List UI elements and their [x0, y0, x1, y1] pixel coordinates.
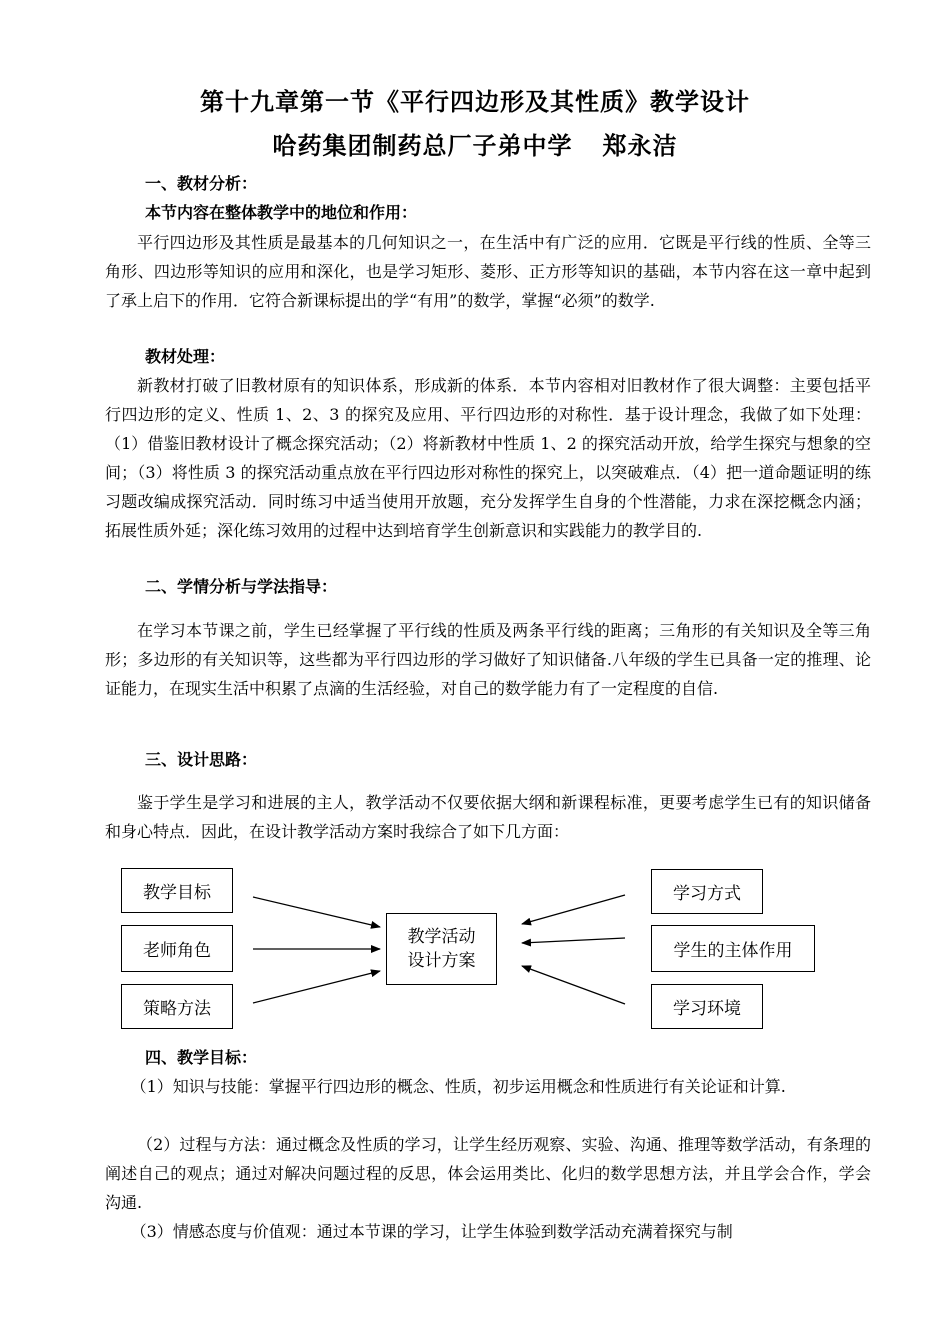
section1-heading: 一、教材分析： [145, 174, 258, 193]
author-name: 郑永洁 [602, 132, 678, 160]
arrow-right-mid [522, 938, 625, 943]
section4-goal2: （2）过程与方法：通过概念及性质的学习，让学生经历观察、实验、沟通、推理等数学活动，有条理的阐述自己的观点；通过对解决问题过程的反思，体会运用类比、化归的数学思想方法，并且学会合作，学会沟通. [105, 1135, 871, 1212]
section1-sub1: 本节内容在整体教学中的地位和作用： [145, 203, 418, 222]
section2-para: 在学习本节课之前，学生已经掌握了平行线的性质及两条平行线的距离；三角形的有关知识及全等三角形；多边形的有关知识等，这些都为平行四边形的学习做好了知识储备.八年级的学生已具备一定的推理、论证能力，在现实生活中积累了点滴的生活经验，对自己的数学能力有了一定程度的自信. [105, 621, 871, 698]
section1-para1: 平行四边形及其性质是最基本的几何知识之一，在生活中有广泛的应用．它既是平行线的性质、全等三角形、四边形等知识的应用和深化，也是学习矩形、菱形、正方形等知识的基础，本节内容在这一章中起到了承上启下的作用．它符合新课标提出的学“有用”的数学，掌握“必须”的数学. [105, 233, 871, 310]
box-activity-plan [386, 913, 497, 985]
section4-goal1: （1）知识与技能：掌握平行四边形的概念、性质，初步运用概念和性质进行有关论证和计算. [130, 1077, 786, 1096]
box-learning-style: 学习方式 [651, 869, 763, 914]
arrow-left-top [253, 897, 380, 927]
section1-sub2: 教材处理： [145, 347, 226, 366]
section3-heading: 三、设计思路： [145, 750, 258, 769]
arrow-right-top [522, 895, 625, 924]
section2-heading: 二、学情分析与学法指导： [145, 577, 338, 596]
activity-plan-line2: 设计方案 [407, 951, 476, 971]
box-teacher-role: 老师角色 [121, 925, 233, 972]
section1-para2: 新教材打破了旧教材原有的知识体系，形成新的体系．本节内容相对旧教材作了很大调整：主要包括平行四边形的定义、性质 1、2、3 的探究及应用、平行四边形的对称性．基于设计理念，我做了如下处理：（1）借鉴旧教材设计了概念探究活动；（2）将新教材中性质 1、2 的探究活动开放，给学生探究与想象的空间；（3）将性质 3 的探究活动重点放在平行四边形对称性的探究上，以突破难点．（4）把一道命题证明的练习题改编成探究活动．同时练习中适当使用开放题，充分发挥学生自身的个性潜能，力求在深挖概念内涵；拓展性质外延；深化练习效用的过程中达到培育学生创新意识和实践能力的教学目的. [105, 376, 871, 540]
section3-para: 鉴于学生是学习和进展的主人，教学活动不仅要依据大纲和新课程标准，更要考虑学生已有的知识储备和身心特点．因此，在设计教学活动方案时我综合了如下几方面： [105, 793, 871, 841]
document-title: 第十九章第一节《平行四边形及其性质》教学设计 [200, 88, 750, 116]
box-learning-environment: 学习环境 [651, 984, 763, 1029]
section4-heading: 四、教学目标： [145, 1048, 258, 1067]
box-strategy-method: 策略方法 [121, 984, 233, 1029]
activity-plan-line1: 教学活动 [407, 927, 476, 947]
school-name: 哈药集团制药总厂子弟中学 [272, 132, 573, 160]
section4-goal3: （3）情感态度与价值观：通过本节课的学习，让学生体验到数学活动充满着探究与制 [130, 1222, 733, 1241]
arrow-left-bottom [253, 971, 380, 1003]
arrow-right-bottom [522, 966, 625, 1004]
box-student-role: 学生的主体作用 [651, 925, 815, 972]
box-teaching-goals: 教学目标 [121, 868, 233, 913]
